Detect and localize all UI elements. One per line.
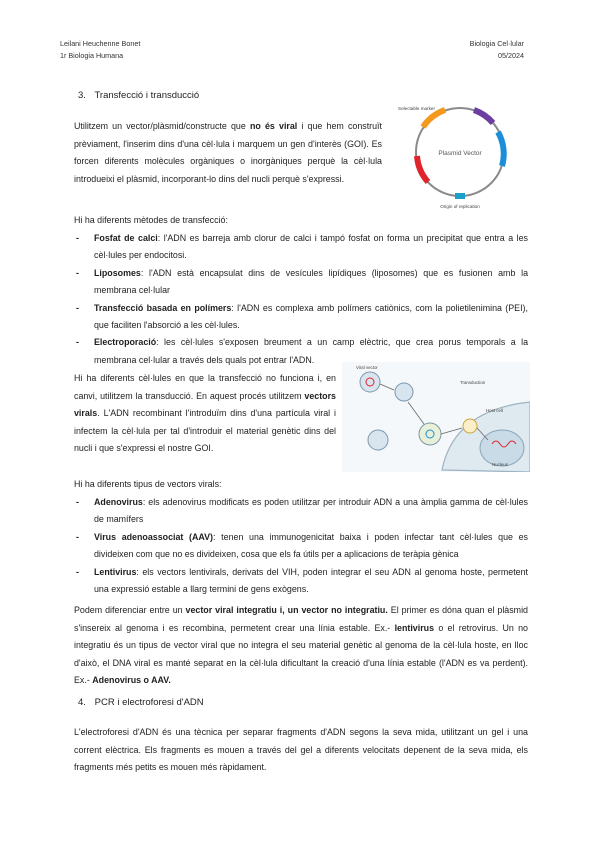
header-left (60, 38, 140, 61)
section-4-title-text: PCR i electroforesi d'ADN (94, 697, 204, 708)
integrative-bold-2: lentivirus (394, 622, 435, 633)
subject-name: Biologia Cel·lular (469, 39, 524, 48)
integrative-bold-1: vector viral integratiu i, un vector no integratiu. (185, 605, 388, 615)
viral-particle-icon (419, 423, 441, 445)
viral-vector-label: Viral vector (356, 365, 378, 370)
integrative-bold-3: Adenovirus o AAV. (92, 675, 171, 686)
transduction-bold-1: vectors virals (74, 390, 336, 419)
section-3-title-text: Transfecció i transducció (94, 90, 200, 101)
transduction-text-2: . L'ADN recombinant l'introduïm dins d'una partícula viral i infectem la cèl·lula per tal d'introduir el material genètic dins del nucli i que s'expressi el nostre GOI. (74, 408, 336, 454)
nucleus-shape (480, 430, 524, 466)
plasmid-diagram (390, 98, 530, 214)
plasmid-origin-marker (455, 193, 465, 199)
viral-vector-text: : els vectors lentivirals, derivats del VIH, poden integrar el seu ADN al genoma hoste, permetent una expressió estable a llarg termini de gens exògens. (94, 566, 528, 595)
method-text: : l'ADN es complexa amb polímers catiònics, com la polietilenimina (PEI), que faciliten l'absorció a les cèl·lules. (94, 302, 528, 331)
transduction-diagram (342, 362, 530, 472)
viral-vector-term: Lentivirus (94, 566, 137, 577)
method-text: : l'ADN està encapsulat dins de vesícules lipídiques (liposomes) que es fusionen amb la membrana cel·lular (94, 267, 528, 296)
nucleus-label: Nucleus (492, 462, 508, 467)
viral-vector-text: : els adenovirus modificats es poden utilitzar per introduir ADN a una àmplia gamma de cèl·lules de mamífers (94, 497, 528, 525)
document-date: 05/2024 (498, 50, 524, 60)
plasmid-selectable-marker-label: Selectable marker (398, 106, 436, 111)
section-4-number: 4. (78, 697, 86, 708)
method-text: : l'ADN es barreja amb clorur de calci i tampó fosfat on forma un precipitat que entra a les cèl·lules per endocitosi. (94, 233, 528, 261)
intro-text-2: i que hem construït prèviament, l'inserim dins d'una cèl·lula i marquem un gen d'interès (GOI). Es forcen diferents molècules orgàniques o inorgàniques perquè la cèl·lula introdueixi el plàsmid, incorporant-lo dins del nucli perquè s'expressi. (74, 121, 382, 184)
transduction-label: Transduction (460, 380, 486, 385)
transduction-paragraph (74, 370, 336, 458)
viral-vector-item (74, 564, 528, 599)
plasmid-center-label: Plasmid Vector (438, 150, 482, 157)
viral-vector-term: Adenovirus (94, 497, 143, 507)
integrative-text-2: El primer es dóna quan el plàsmid s'insereix al genoma i es recombina, permetent crear una línia estable. Ex.- (74, 605, 528, 633)
section-3-number: 3. (78, 90, 86, 101)
method-term: Liposomes (94, 267, 141, 278)
viral-particle-icon (360, 372, 380, 392)
method-term: Fosfat de calci (94, 233, 158, 243)
section-4-title (78, 697, 204, 708)
course-name: 1r Biologia Humana (60, 50, 124, 60)
vesicle-shape (463, 419, 477, 433)
electrophoresis-paragraph: L'electroforesi d'ADN és una tècnica per separar fragments d'ADN segons la seva mida, utilitzant un gel i una corrent elèctrica. Els fragments es mouen a través del gel a diferents velocitats depenent de la seva mida, els fragments més petits es mouen més ràpidament. (74, 727, 528, 773)
viral-vector-item (74, 529, 528, 564)
plasmid-segment-red (417, 156, 428, 182)
section-3-title (78, 90, 199, 101)
integrative-vectors-paragraph (74, 602, 528, 690)
methods-title: Hi ha diferents mètodes de transfecció: (74, 215, 228, 225)
method-term: Transfecció basada en polímers (94, 302, 232, 313)
transfection-intro (74, 118, 382, 188)
method-item (74, 265, 528, 300)
plasmid-segment-blue (498, 132, 504, 166)
plasmid-segment-purple (474, 110, 493, 123)
viral-vectors-list (74, 494, 528, 598)
viral-vectors-title: Hi ha diferents tipus de vectors virals: (74, 479, 222, 489)
intro-text-1: Utilitzem un vector/plàsmid/constructe que (74, 121, 250, 131)
method-item (74, 230, 528, 265)
method-term: Electroporació (94, 337, 157, 348)
viral-particle-icon (395, 383, 413, 401)
intro-bold-1: no és viral (249, 121, 298, 131)
integrative-text-1: Podem diferenciar entre un (74, 605, 186, 615)
plasmid-segment-orange (423, 110, 445, 127)
viral-particle-icon (368, 430, 388, 450)
method-text: : les cèl·lules s'exposen breument a un camp elèctric, que crea porus temporals a la membrana cel·lular a través dels quals pot entrar l'ADN. (94, 337, 528, 365)
viral-vector-text: : tenen una immunogenicitat baixa i poden infectar tant cèl·lules que es divideixen com que no es divideixen, cosa que els fa útils per a aplicacions de teràpia gènica (94, 531, 528, 560)
viral-vector-term: Virus adenoassociat (AAV) (94, 531, 214, 542)
transduction-text-1: Hi ha diferents cèl·lules en que la transfecció no funciona i, en canvi, utilitzem la transducció. En aquest procés utilitzem (74, 373, 336, 401)
author-name: Leilani Heuchenne Bonet (60, 39, 141, 48)
viral-vector-item (74, 494, 528, 529)
plasmid-origin-label: Origin of replication (440, 204, 480, 209)
host-cell-label: Host cell (486, 408, 503, 413)
integrative-text-3: o el retrovirus. Un no integratiu és un tipus de vector viral que no integra el seu material genètic al genoma de la cèl·lula hoste, en lloc d'això, el DNA viral es manté separat en la cèl·lula dificultant la creació d'una línia estable (l'ADN es va perdent). Ex.- (74, 622, 528, 686)
transfection-methods-list (74, 230, 528, 369)
header-right (470, 38, 524, 61)
method-item (74, 300, 528, 335)
